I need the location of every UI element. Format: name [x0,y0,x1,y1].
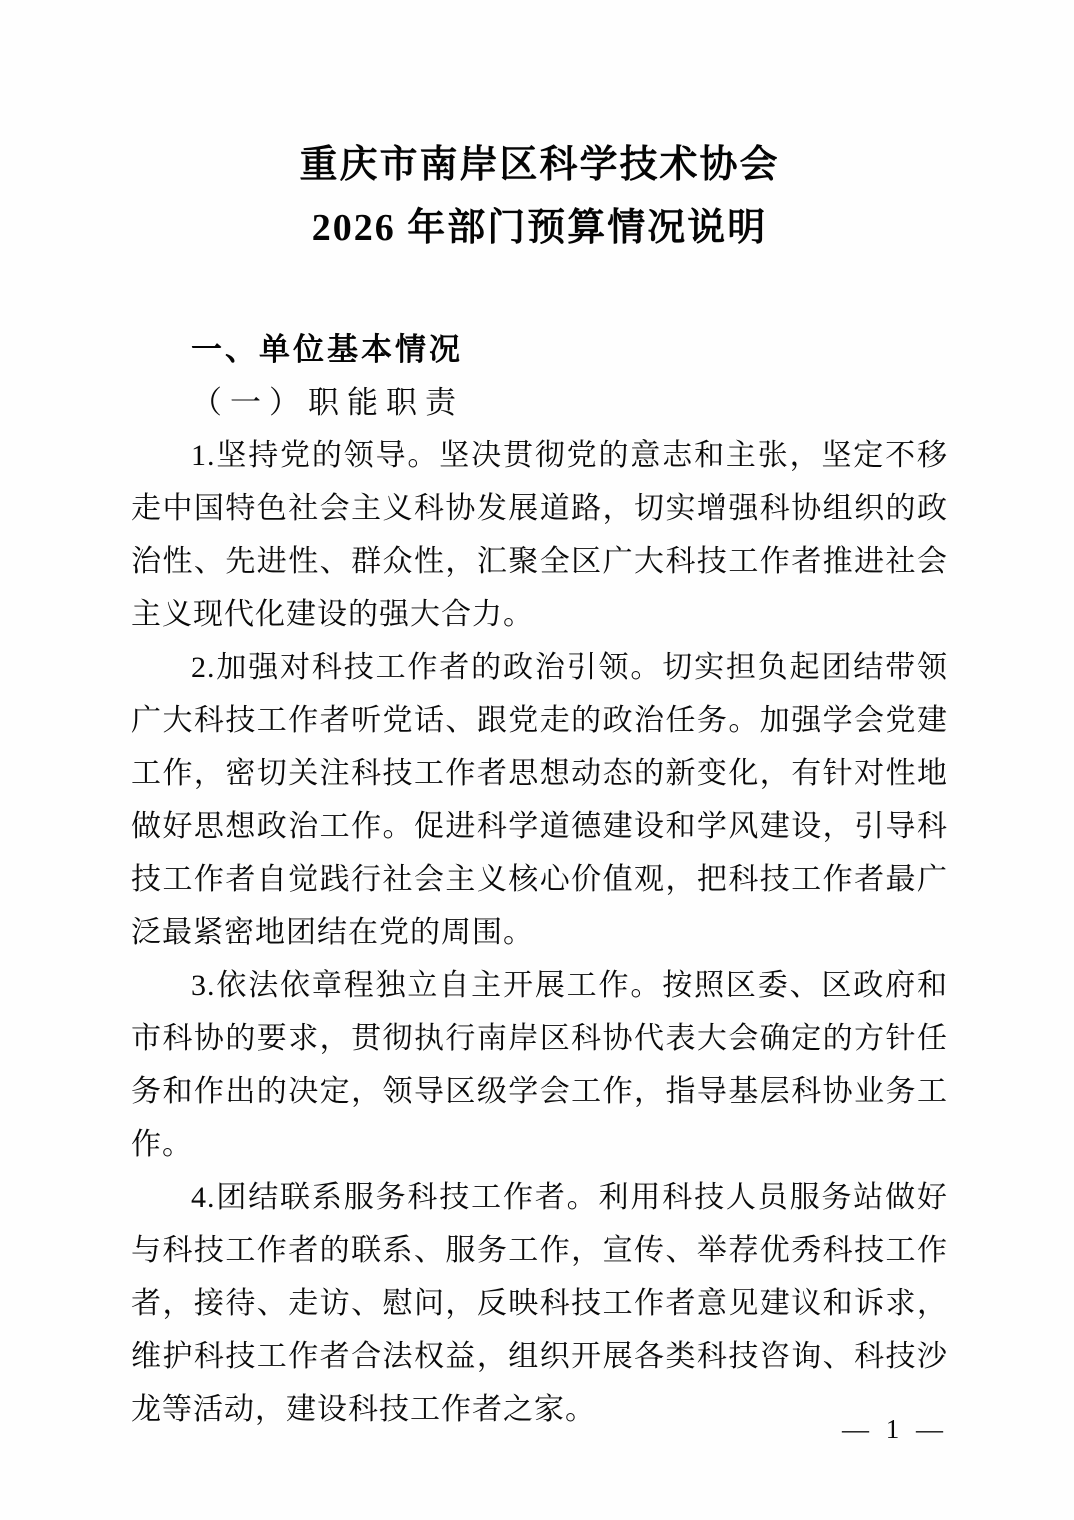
body-paragraph-3: 3.依法依章程独立自主开展工作。按照区委、区政府和市科协的要求，贯彻执行南岸区科协代表大会确定的方针任务和作出的决定，领导区级学会工作，指导基层科协业务工作。 [131,969,948,1161]
subsection-heading: （一）职能职责 [191,385,464,420]
page-number: — 1 — [842,1414,948,1444]
body-paragraph-4: 4.团结联系服务科技工作者。利用科技人员服务站做好与科技工作者的联系、服务工作，宣传、举荐优秀科技工作者，接待、走访、慰问，反映科技工作者意见建议和诉求，维护科技工作者合法权益，组织开展各类科技咨询、科技沙龙等活动，建设科技工作者之家。 [131,1181,948,1426]
body-paragraph-1: 1.坚持党的领导。坚决贯彻党的意志和主张，坚定不移走中国特色社会主义科协发展道路，切实增强科协组织的政治性、先进性、群众性，汇聚全区广大科技工作者推进社会主义现代化建设的强大合力。 [131,439,948,631]
body-paragraph-2: 2.加强对科技工作者的政治引领。切实担负起团结带领广大科技工作者听党话、跟党走的政治任务。加强学会党建工作，密切关注科技工作者思想动态的新变化，有针对性地做好思想政治工作。促进科学道德建设和学风建设，引导科技工作者自觉践行社会主义核心价值观，把科技工作者最广泛最紧密地团结在党的周围。 [131,651,948,949]
section-heading: 一、单位基本情况 [191,332,463,367]
document-title-line1: 重庆市南岸区科学技术协会 [299,144,780,186]
document-title-line2: 2026 年部门预算情况说明 [311,207,768,249]
